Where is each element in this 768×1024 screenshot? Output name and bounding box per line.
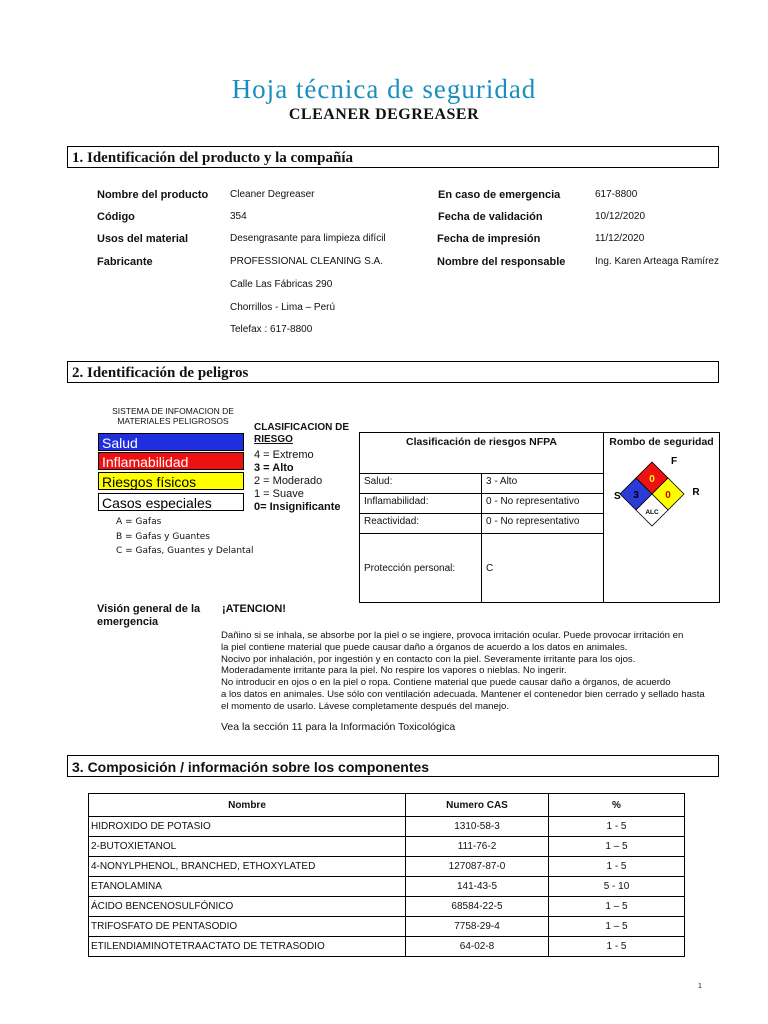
cell-percent: 1 – 5 (549, 917, 685, 937)
col-header-name: Nombre (89, 794, 406, 817)
hmis-bar-physical-label: Riesgos físicos (102, 474, 197, 490)
address-line-1: Calle Las Fábricas 290 (230, 279, 333, 290)
diamond-letter-f: F (670, 456, 677, 467)
composition-table (88, 793, 685, 957)
cell-name: ÁCIDO BENCENOSULFÓNICO (89, 897, 406, 917)
cell-name: ETANOLAMINA (89, 877, 406, 897)
clasificacion-title-line2: RIESGO (254, 434, 293, 445)
cell-percent: 1 - 5 (549, 857, 685, 877)
hazard-line-6: a los datos en animales. Use sólo con ventilación adecuada. Mantener el contenedor bien cerrado y sellado hasta (221, 688, 705, 700)
hazard-line-7: el momento de usarlo. Lávese completamente después del manejo. (221, 700, 509, 712)
nfpa-label-ppe: Protección personal: (360, 534, 482, 603)
cell-name: HIDROXIDO DE POTASIO (89, 817, 406, 837)
ppe-a: A = Gafas (116, 517, 162, 527)
section-2-heading: 2. Identificación de peligros (67, 361, 719, 383)
diamond-reactivity-value: 0 (664, 490, 671, 501)
cell-cas: 64-02-8 (406, 937, 549, 957)
cell-percent: 1 - 5 (549, 817, 685, 837)
diamond-health-value: 3 (632, 490, 639, 501)
hazard-line-5: No introducir en ojos o en la piel o ropa. Contiene material que puede causar daño a órganos, de acuerdo (221, 677, 671, 689)
table-row (89, 917, 685, 937)
nfpa-label-health: Salud: (360, 474, 482, 494)
cell-cas: 68584-22-5 (406, 897, 549, 917)
hazard-line-1: Dañino si se inhala, se absorbe por la piel o se ingiere, provoca irritación ocular. Puede provocar irritación en (221, 630, 684, 641)
cell-name: ETILENDIAMINOTETRAACTATO DE TETRASODIO (89, 937, 406, 957)
value-product-name: Cleaner Degreaser (230, 189, 315, 200)
hmis-bar-health (98, 433, 244, 451)
value-emergency: 617-8800 (595, 189, 638, 200)
see-section-11: Vea la sección 11 para la Información Toxicológica (221, 721, 456, 733)
ppe-b: B = Gafas y Guantes (116, 532, 210, 542)
atencion-label: ¡ATENCION! (222, 603, 286, 615)
rombo-header: Rombo de seguridad (609, 436, 714, 448)
hmis-bar-special-label: Casos especiales (102, 495, 212, 511)
cell-cas: 1310-58-3 (406, 817, 549, 837)
table-row (89, 857, 685, 877)
rating-1: 1 = Suave (254, 488, 304, 500)
vision-label-line1: Visión general de la (97, 603, 201, 615)
diamond-letter-s: S (613, 491, 621, 502)
value-responsible: Ing. Karen Arteaga Ramírez (595, 256, 719, 267)
ppe-c: C = Gafas, Guantes y Delantal (116, 546, 254, 556)
table-row (89, 897, 685, 917)
nfpa-value-health: 3 - Alto (482, 474, 604, 494)
label-validation-date: Fecha de validación (438, 211, 543, 223)
rating-3: 3 = Alto (254, 462, 294, 474)
page-number: 1 (698, 983, 702, 990)
hmis-bar-health-label: Salud (102, 435, 138, 451)
rombo-cell (604, 433, 720, 603)
col-header-percent: % (549, 794, 685, 817)
hazard-line-3: Nocivo por inhalación, por ingestión y en contacto con la piel. Severamente irritante para los ojos. (221, 653, 636, 665)
rating-0: 0= Insignificante (254, 501, 341, 513)
label-product-name: Nombre del producto (97, 189, 209, 201)
hazard-line-2: la piel contiene material que puede causar daño a órganos de acuerdo a los datos en animales. (221, 641, 628, 653)
nfpa-value-reactivity: 0 - No representativo (482, 514, 604, 534)
clasificacion-title-line1: CLASIFICACION DE (254, 422, 349, 433)
vision-label (97, 603, 200, 629)
clasificacion-title (254, 422, 349, 446)
diamond-special-value: ALC (644, 509, 659, 516)
cell-cas: 141-43-5 (406, 877, 549, 897)
hmis-title: SISTEMA DE INFOMACION DE MATERIALES PELIGROSOS (112, 406, 234, 426)
label-responsible: Nombre del responsable (437, 256, 566, 268)
cell-cas: 7758-29-4 (406, 917, 549, 937)
hazard-line-4: Moderadamente irritante para la piel. No respire los vapores o nieblas. No ingerir. (221, 665, 567, 677)
nfpa-value-flammability: 0 - No representativo (482, 494, 604, 514)
nfpa-diamond (612, 450, 712, 530)
label-uses: Usos del material (97, 233, 189, 245)
table-row (89, 817, 685, 837)
address-line-3: Telefax : 617-8800 (230, 324, 313, 335)
hmis-bar-physical (98, 472, 244, 490)
cell-percent: 1 – 5 (549, 837, 685, 857)
table-row (89, 837, 685, 857)
cell-cas: 111-76-2 (406, 837, 549, 857)
cell-name: TRIFOSFATO DE PENTASODIO (89, 917, 406, 937)
value-code: 354 (230, 211, 247, 222)
table-row (89, 877, 685, 897)
cell-name: 2-BUTOXIETANOL (89, 837, 406, 857)
diamond-letter-r: R (691, 487, 700, 498)
nfpa-value-ppe: C (482, 534, 604, 603)
address-line-2: Chorrillos - Lima – Perú (230, 302, 336, 313)
diamond-fire-value: 0 (648, 474, 655, 485)
table-row (89, 937, 685, 957)
hmis-bar-special (98, 493, 244, 511)
cell-name: 4-NONYLPHENOL, BRANCHED, ETHOXYLATED (89, 857, 406, 877)
cell-percent: 1 - 5 (549, 937, 685, 957)
value-uses: Desengrasante para limpieza difícil (230, 233, 386, 244)
hazard-overview-text (221, 630, 721, 713)
product-subtitle: CLEANER DEGREASER (288, 106, 480, 123)
value-manufacturer: PROFESSIONAL CLEANING S.A. (230, 256, 384, 267)
label-emergency: En caso de emergencia (438, 189, 561, 201)
rating-2: 2 = Moderado (254, 475, 323, 487)
label-print-date: Fecha de impresión (437, 233, 541, 245)
value-validation-date: 10/12/2020 (595, 211, 646, 222)
vision-label-line2: emergencia (97, 616, 159, 628)
rating-4: 4 = Extremo (254, 449, 314, 461)
value-print-date: 11/12/2020 (595, 233, 645, 244)
section-3-heading: 3. Composición / información sobre los componentes (67, 755, 719, 777)
nfpa-label-reactivity: Reactividad: (360, 514, 482, 534)
nfpa-header: Clasificación de riesgos NFPA (360, 433, 604, 474)
page-title: Hoja técnica de seguridad (231, 74, 537, 104)
nfpa-label-flammability: Inflamabilidad: (360, 494, 482, 514)
rating-list (254, 449, 341, 514)
label-manufacturer: Fabricante (97, 256, 153, 268)
hmis-bar-flammability-label: Inflamabilidad (102, 454, 189, 470)
nfpa-table (359, 432, 720, 603)
label-code: Código (97, 211, 135, 223)
section-1-heading: 1. Identificación del producto y la compañía (67, 146, 719, 168)
hmis-bar-flammability (98, 452, 244, 470)
cell-percent: 1 – 5 (549, 897, 685, 917)
col-header-cas: Numero CAS (406, 794, 549, 817)
cell-cas: 127087-87-0 (406, 857, 549, 877)
cell-percent: 5 - 10 (549, 877, 685, 897)
